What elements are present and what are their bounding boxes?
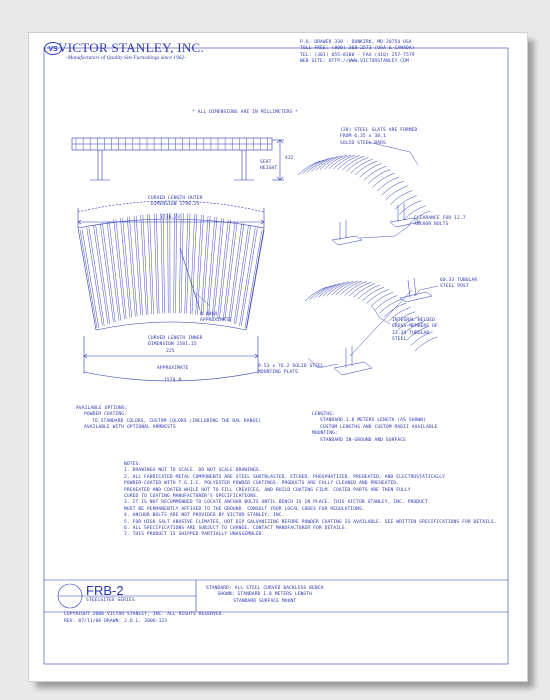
welded-callout: INTEGRAL WELDED CROSS-MEMBERS OF 33.34 TUBULAR STEEL [392,318,438,343]
address-line: P.O. DRAWER 330 - DUNKIRK, MD 20754 USA [300,40,412,45]
tubular-post-callout: 60.33 TUBULAR STEEL POST [440,278,478,290]
note-item: 3. IT IS NOT RECOMMENDED TO LOCATE ANCHOR BOLTS UNTIL BENCH IS IN PLACE. THIS VICTOR STANLEY, INC. PRODUCT [124,500,428,506]
product-description: STANDARD: ALL STEEL CURVED BACKLESS BENCH SHOWN: STANDARD 1.8 METERS LENGTH STANDARD SURFACE MOUNT [206,586,324,604]
note-item: POWDER-COATED WITH T.G.I.C. POLYESTER POWDER COATINGS. PRODUCTS ARE FULLY CLEANED AND PREHEATED. [124,481,400,487]
lengths-block: LENGTHS: STANDARD 1.8 METERS LENGTH (AS SHOWN) CUSTOM LENGTHS AND CUSTOM RADII AVAILABLE MOUNTING: STANDARD IN-GROUND AND SURFACE [312,412,438,443]
radius-label: R 4064 APPROXIMATE [200,312,232,324]
company-tagline: -Manufacturers of Quality Site Furnishings since 1962- [66,55,186,61]
note-item: 1. DRAWINGS NOT TO SCALE. DO NOT SCALE DRAWINGS. [124,468,262,474]
seat-height-value: 432 [285,156,294,161]
website-line: WEB SITE: HTTP://WWW.VICTORSTANLEY.COM [300,59,409,65]
seat-height-label: SEAT HEIGHT [260,160,278,172]
slats-callout: (28) STEEL SLATS ARE FORMED FROM 6.35 x 38.1 SOLID STEEL BARS [340,128,418,146]
note-item: 5. FOR HIGH SALT ABUSIVE CLIMATES, HOT DIP GALVANIZING BEFORE POWDER COATING IS AVAILABLE. SEE WRITTEN SPECIFICATIONS FOR DETAILS. [124,519,497,525]
inner-chord-dim: 225 [166,349,175,354]
phone-line: TOLL FREE: (800) 368-2573 (USA & CANADA) [300,46,415,52]
note-item: 2. ALL FABRICATED METAL COMPONENTS ARE STEEL SHOTBLASTED, ETCHED, PHOSPHATIZED, PREHEATED, AND ELECTROSTATICALLY [124,474,445,480]
company-address [300,40,415,66]
approximate-label: APPROXIMATE [157,366,189,371]
clearance-callout: CLEARANCE FOR 12.7 ANCHOR BOLTS [414,216,466,228]
perspective-view-standard [298,155,430,245]
notes-title: NOTES: [124,462,142,467]
curved-outer-label: CURVED LENGTH OUTER DIMENSION 1798.25 [148,196,203,208]
company-name: VICTOR STANLEY, INC. [58,40,205,55]
outer-chord-dim: 1736.73 [160,215,181,220]
note-item: 6. ALL SPECIFICATIONS ARE SUBJECT TO CHANGE. CONTACT MANUFACTURER FOR DETAILS. [124,526,348,532]
revision-info: REV. 07/11/06 DRAWN: J.D.L. 2006-123 [64,619,168,624]
available-options: AVAILABLE OPTIONS: POWDER COATING: TO STANDARD COLORS, CUSTOM COLORS (INCLUDING THE RAL RANGE) AVAILABLE WITH OPTIONAL ARMRESTS [76,406,262,431]
dimension-note: * ALL DIMENSIONS ARE IN MILLIMETERS * [192,110,299,115]
notes-block [124,462,497,539]
note-item: 4. ANCHOR BOLTS ARE NOT PROVIDED BY VICTOR STANLEY, INC. [124,513,285,519]
note-item: MUST BE PERMANENTLY AFFIXED TO THE GROUND. CONSULT YOUR LOCAL CODES FOR REGULATIONS. [124,506,365,512]
tel-fax-line: TEL: (301) 855-8300 - FAX (410) 257-7579 [300,52,415,58]
mounting-plate-callout: 9.53 x 76.2 SOLID STEEL MOUNTING PLATE [258,364,324,376]
overall-chord-dim: 1574.8 [164,378,182,383]
svg-text:VS: VS [48,46,58,53]
note-item: 7. THIS PRODUCT IS SHIPPED PARTIALLY UNASSEMBLED. [124,532,265,538]
model-number: FRB-2 [86,583,124,598]
series-name: STEELSITES SERIES [86,598,135,603]
note-item: PREHEATED AND COATED WHILE HOT TO FILL CREVICES, AND BUILD COATING FILM. COATED PARTS ARE THEN FULLY [124,487,411,493]
side-elevation-view [72,138,284,180]
note-item: CURED TO COATING MANUFACTURER'S SPECIFICATIONS. [124,494,259,500]
curved-inner-label: CURVED LENGTH INNER DIMENSION 1581.15 [148,336,203,348]
copyright: COPYRIGHT 2006 VICTOR STANLEY, INC. ALL RIGHTS RESERVED. [64,612,225,617]
